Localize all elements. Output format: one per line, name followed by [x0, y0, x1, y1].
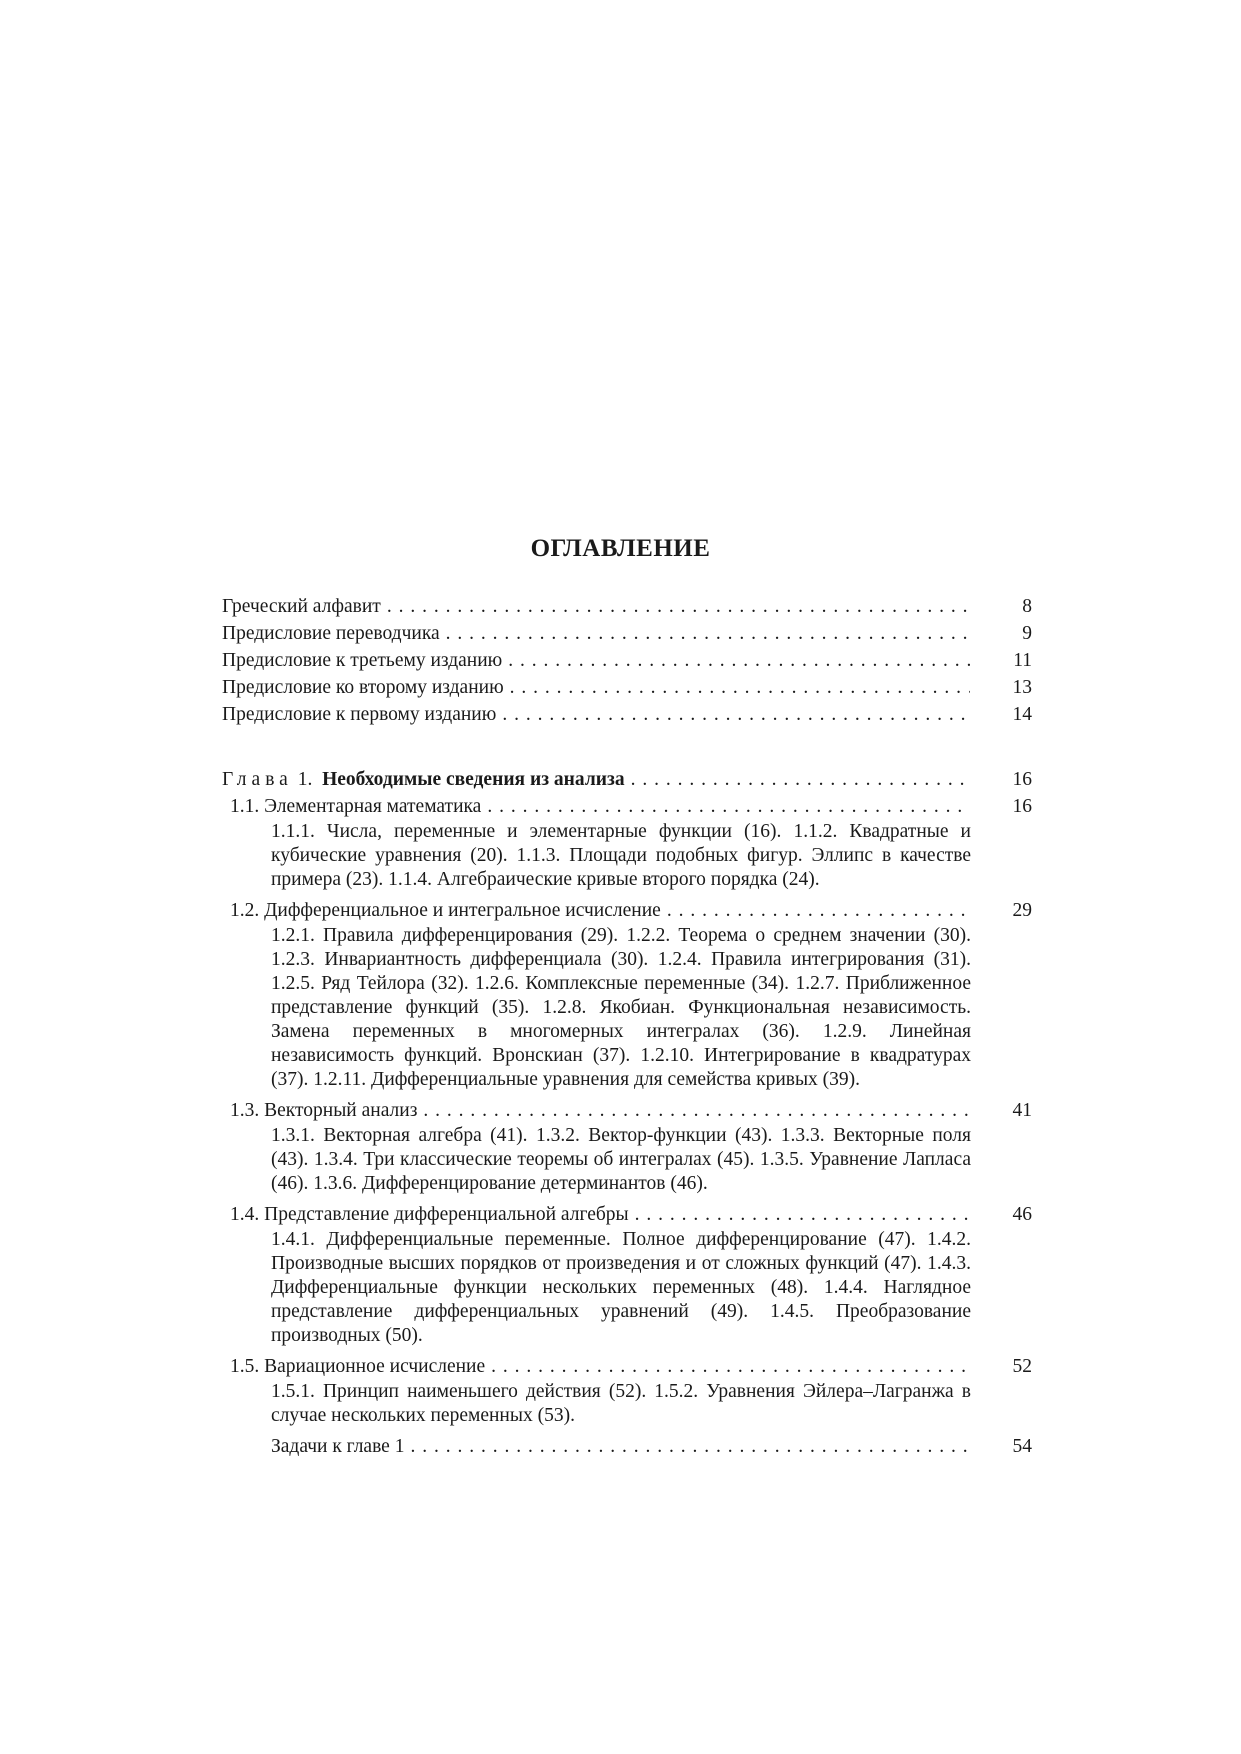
toc-entry-label: Предисловие ко второму изданию . . . [222, 674, 970, 701]
toc-chapter-1[interactable] [222, 766, 1032, 793]
toc-section-page: 41 [1012, 1100, 1032, 1121]
toc-subsections-1-2: 1.2.1. Правила дифференцирования (29). 1.2.2. Теорема о среднем значении (30). 1.2.3. Инвариантность дифференциала (30). 1.2.4. Правила интегрирования (31). 1.2.5. Ряд Тейлора (32). 1.2.6. Комплексные переменные (34). 1.2.7. Приближенное представление функций (35). 1.2.8. Якобиан. Функциональная независимость. Замена переменных в многомерных интегралах (36). 1.2.9. Линейная независимость функций. Вронскиан (37). 1.2.10. Интегрирование в квадратурах (37). 1.2.11. Дифференциальные уравнения для семейства кривых (39). [271, 925, 971, 1090]
chapter-prefix: Глава [222, 769, 293, 790]
toc-entry-page: 14 [1012, 704, 1032, 725]
toc-section-1-4[interactable] [222, 1201, 1032, 1228]
toc-entry-page: 54 [1012, 1436, 1032, 1457]
toc-entry-first-edition-preface[interactable] [222, 701, 1032, 728]
chapter-title: Необходимые сведения из анализа [322, 769, 625, 790]
toc-section-label: 1.4. Представление дифференциальной алгебры . . . [230, 1201, 970, 1228]
toc-entry-page: 9 [1022, 623, 1032, 644]
toc-section-page: 46 [1012, 1204, 1032, 1225]
toc-entry-chapter-1-tasks[interactable] [222, 1433, 1032, 1460]
toc-subsections-1-4: 1.4.1. Дифференциальные переменные. Полное дифференцирование (47). 1.4.2. Производные высших порядков от произведения и от сложных функций (47). 1.4.3. Дифференциальные функции нескольких переменных (48). 1.4.4. Наглядное представление дифференциальных уравнений (49). 1.4.5. Преобразование производных (50). [271, 1229, 971, 1346]
toc-entry-label: Предисловие переводчика . . . [222, 620, 970, 647]
toc-subsections-1-3: 1.3.1. Векторная алгебра (41). 1.3.2. Вектор-функции (43). 1.3.3. Векторные поля (43). 1.3.4. Три классические теоремы об интегралах (45). 1.3.5. Уравнение Лапласа (46). 1.3.6. Дифференцирование детерминантов (46). [271, 1125, 971, 1194]
chapter-number: 1. [297, 769, 313, 790]
toc-entry-greek-alphabet[interactable] [222, 593, 1032, 620]
toc-section-label: 1.3. Векторный анализ . . . [230, 1097, 970, 1124]
toc-entry-label: Задачи к главе 1 . . . [271, 1433, 970, 1460]
toc-entry-label: Греческий алфавит . . . [222, 593, 970, 620]
toc-entry-label: Предисловие к третьему изданию . . . [222, 647, 970, 674]
toc-entry-label: Предисловие к первому изданию . . . [222, 701, 970, 728]
toc-section-label: 1.1. Элементарная математика . . . [230, 793, 970, 820]
toc-section-1-5[interactable] [222, 1353, 1032, 1380]
table-of-contents [222, 593, 1032, 1460]
toc-entry-second-edition-preface[interactable] [222, 674, 1032, 701]
toc-section-1-3[interactable] [222, 1097, 1032, 1124]
toc-entry-translator-preface[interactable] [222, 620, 1032, 647]
toc-subsections-1-1: 1.1.1. Числа, переменные и элементарные функции (16). 1.1.2. Квадратные и кубические уравнения (20). 1.1.3. Площади подобных фигур. Эллипс в качестве примера (23). 1.1.4. Алгебраические кривые второго порядка (24). [271, 821, 971, 890]
toc-section-label: 1.2. Дифференциальное и интегральное исчисление . . . [230, 897, 970, 924]
toc-section-1-1[interactable] [222, 793, 1032, 820]
toc-chapter-page: 16 [1012, 769, 1032, 790]
toc-entry-page: 13 [1012, 677, 1032, 698]
toc-section-page: 16 [1012, 796, 1032, 817]
toc-section-page: 52 [1012, 1356, 1032, 1377]
toc-chapter-label [222, 766, 970, 793]
toc-section-1-2[interactable] [222, 897, 1032, 924]
toc-section-label: 1.5. Вариационное исчисление . . . [230, 1353, 970, 1380]
toc-entry-page: 8 [1022, 596, 1032, 617]
toc-section-page: 29 [1012, 900, 1032, 921]
toc-entry-page: 11 [1013, 650, 1032, 671]
toc-entry-third-edition-preface[interactable] [222, 647, 1032, 674]
page-title: ОГЛАВЛЕНИЕ [530, 535, 711, 562]
toc-subsections-1-5: 1.5.1. Принцип наименьшего действия (52). 1.5.2. Уравнения Эйлера–Лагранжа в случае нескольких переменных (53). [271, 1381, 971, 1426]
